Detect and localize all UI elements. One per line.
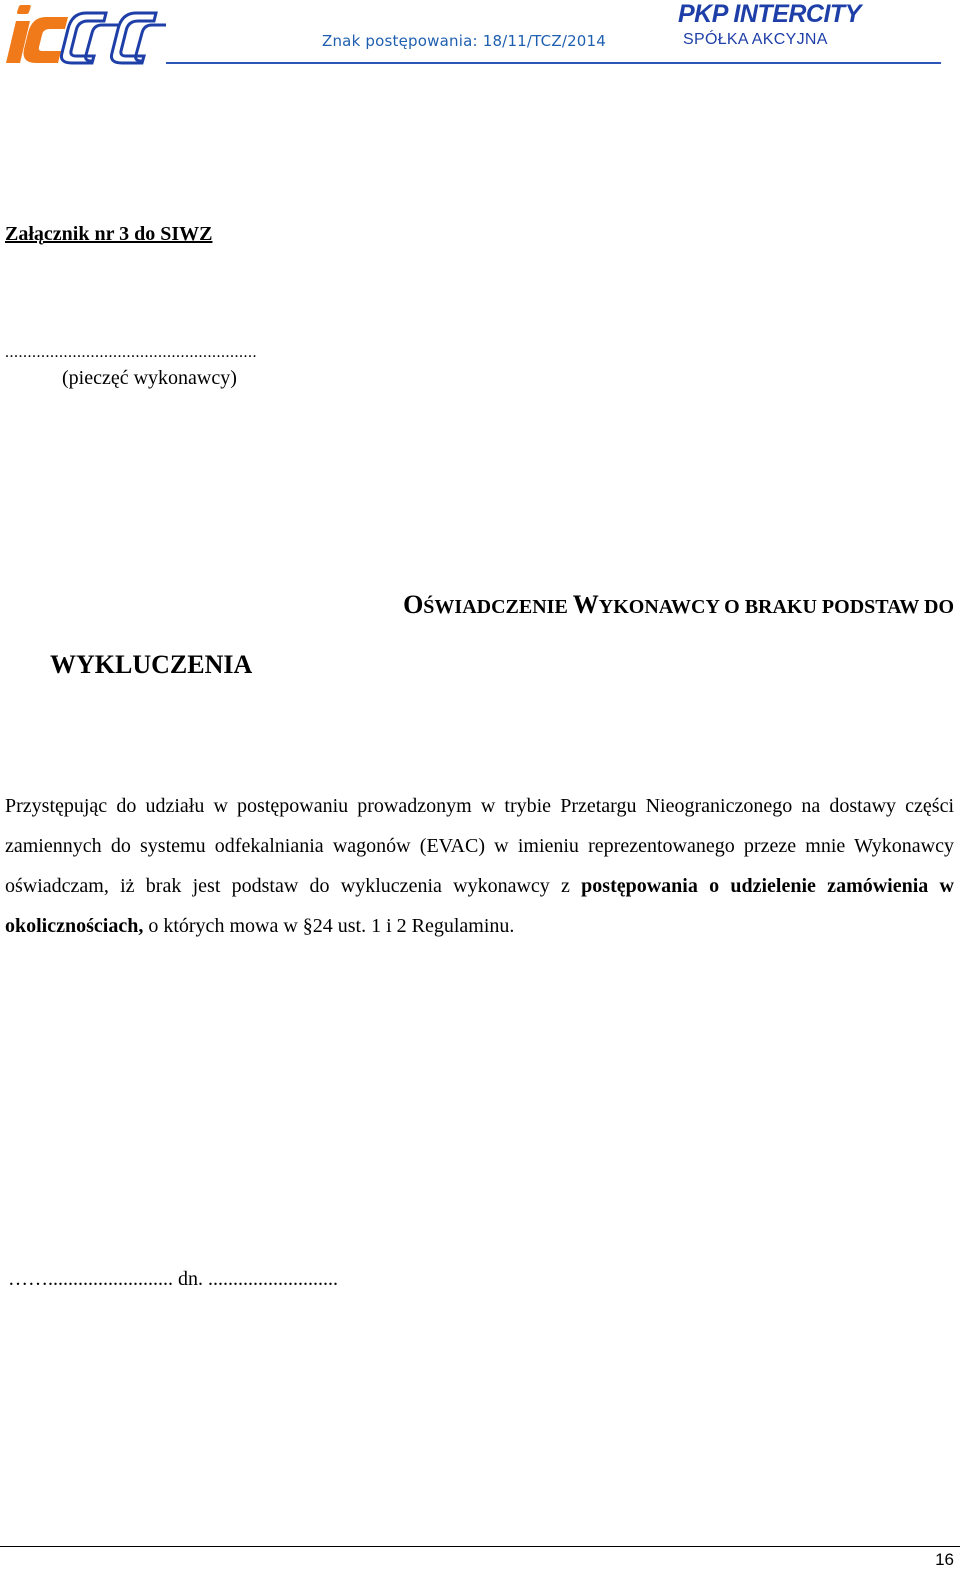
title-initial: O <box>403 590 424 619</box>
place-date-line: ……......................... dn. .......................... <box>8 1268 338 1290</box>
stamp-label: (pieczęć wykonawcy) <box>62 367 237 389</box>
annex-label: Załącznik nr 3 do SIWZ <box>5 223 213 245</box>
header-divider <box>166 62 941 64</box>
brand-name: PKP INTERCITY <box>678 0 861 28</box>
document-title-line2: WYKLUCZENIA <box>50 650 253 679</box>
page-header <box>0 0 960 70</box>
paragraph-bold-text: postępowania o udzielenie zamówienia w okolicznościach, <box>5 875 954 937</box>
title-initial: W <box>572 590 599 619</box>
case-number: Znak postępowania: 18/11/TCZ/2014 <box>322 32 607 50</box>
paragraph-text-end: o których mowa w §24 ust. 1 i 2 Regulaminu. <box>143 915 515 937</box>
ic-logo-icon <box>6 3 166 65</box>
brand-subtitle: SPÓŁKA AKCYJNA <box>683 31 828 48</box>
stamp-placeholder: ........................................................ <box>5 344 257 361</box>
title-word: YKONAWCY O BRAKU PODSTAW DO <box>598 596 954 618</box>
footer-divider <box>0 1546 960 1547</box>
page-number: 16 <box>935 1550 954 1569</box>
document-title-line1 <box>206 590 954 620</box>
declaration-paragraph <box>5 786 954 946</box>
paragraph-text: Przystępując do udziału w postępowaniu prowadzonym w trybie Przetargu Nieograniczonego na dostawy części zamiennych do systemu odfekalniania wagonów (EVAC) w imieniu reprezentowanego przeze mnie Wykonawcy oświadczam, iż brak jest podstaw do wykluczenia wykonawcy z <box>5 795 954 897</box>
title-word: ŚWIADCZENIE <box>423 596 573 618</box>
